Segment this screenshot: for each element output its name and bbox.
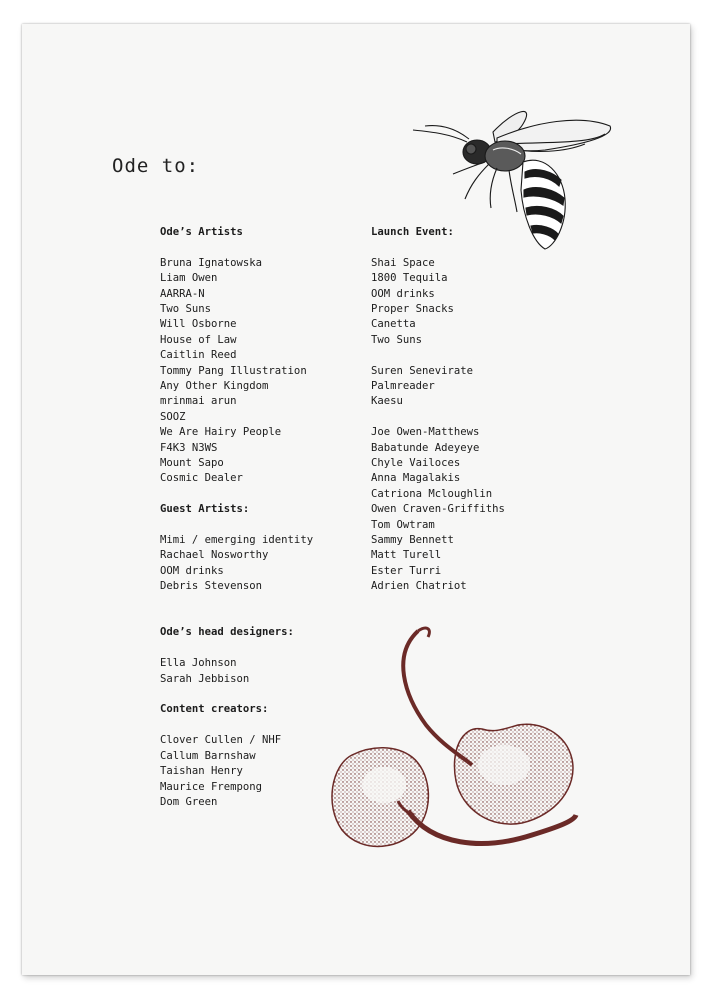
list-item: Catriona Mcloughlin (371, 487, 493, 500)
list-item: Rachael Nosworthy (160, 549, 269, 562)
list-item: Babatunde Adeyeye (371, 441, 480, 454)
right-column (371, 225, 505, 595)
list-item: Two Suns (160, 303, 212, 316)
list-item: Mount Sapo (160, 457, 224, 470)
list-item: F4K3 N3WS (160, 441, 218, 454)
list-item: Liam Owen (160, 272, 218, 285)
list-item: We Are Hairy People (160, 426, 282, 439)
list-item: Ester Turri (371, 564, 442, 577)
list-item: OOM drinks (371, 287, 435, 300)
list-item: Ella Johnson (160, 657, 237, 670)
list-item: Sarah Jebbison (160, 672, 250, 685)
list-item: SOOZ (160, 410, 186, 423)
list-item: Two Suns (371, 333, 423, 346)
list-item: Owen Craven-Griffiths (371, 503, 505, 516)
list-item: mrinmai arun (160, 395, 237, 408)
guest-artists-heading: Guest Artists: (160, 503, 250, 516)
list-item: House of Law (160, 333, 237, 346)
list-item: Kaesu (371, 395, 403, 408)
list-item: Suren Senevirate (371, 364, 474, 377)
list-item: Tom Owtram (371, 518, 435, 531)
list-item: Shai Space (371, 256, 435, 269)
list-item: Bruna Ignatowska (160, 256, 263, 269)
list-item: OOM drinks (160, 564, 224, 577)
list-item: Sammy Bennett (371, 534, 454, 547)
list-item: Caitlin Reed (160, 349, 237, 362)
list-item: Palmreader (371, 380, 435, 393)
list-item: Taishan Henry (160, 765, 243, 778)
list-item: AARRA-N (160, 287, 205, 300)
content-creators-heading: Content creators: (160, 703, 269, 716)
cherries-illustration (322, 625, 582, 860)
list-item: Debris Stevenson (160, 580, 263, 593)
head-designers-heading: Ode’s head designers: (160, 626, 294, 639)
launch-event-heading: Launch Event: (371, 226, 454, 238)
list-item: Joe Owen-Matthews (371, 426, 480, 439)
list-item: Callum Barnshaw (160, 749, 256, 762)
artists-heading: Ode’s Artists (160, 226, 243, 238)
list-item: Matt Turell (371, 549, 442, 562)
list-item: Any Other Kingdom (160, 380, 269, 393)
list-item: Dom Green (160, 795, 218, 808)
list-item: Maurice Frempong (160, 780, 263, 793)
list-item: Will Osborne (160, 318, 237, 331)
list-item: Mimi / emerging identity (160, 534, 314, 547)
page-title: Ode to: (112, 155, 200, 177)
list-item: Cosmic Dealer (160, 472, 243, 485)
list-item: Canetta (371, 318, 416, 331)
list-item: Anna Magalakis (371, 472, 461, 485)
list-item: Adrien Chatriot (371, 580, 467, 593)
list-item: Proper Snacks (371, 303, 454, 316)
left-column (160, 225, 313, 810)
list-item: Clover Cullen / NHF (160, 734, 282, 747)
list-item: Chyle Vailoces (371, 457, 461, 470)
list-item: Tommy Pang Illustration (160, 364, 307, 377)
list-item: 1800 Tequila (371, 272, 448, 285)
